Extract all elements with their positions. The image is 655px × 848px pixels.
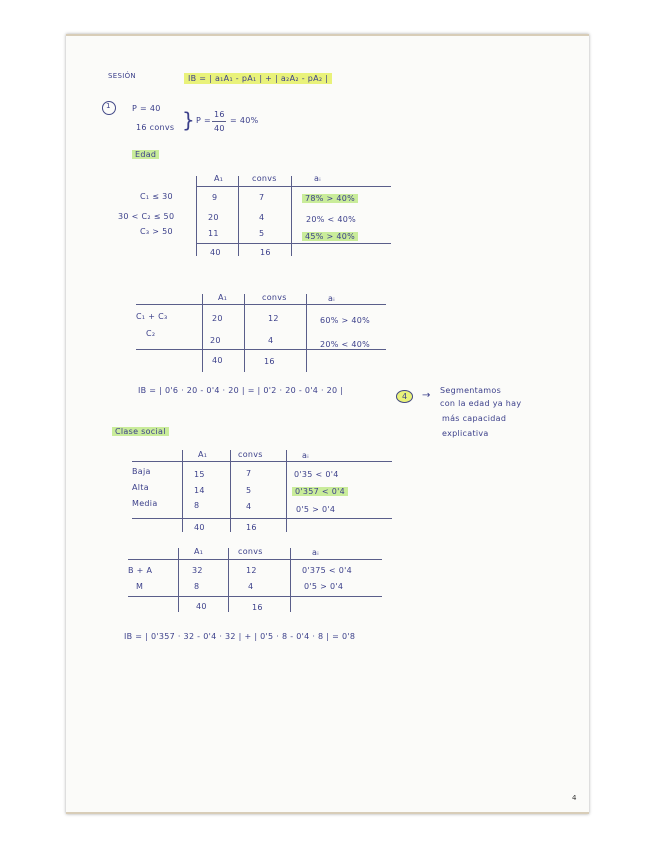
p-frac-prefix: P = bbox=[196, 116, 211, 125]
p-frac-den: 40 bbox=[214, 124, 225, 133]
cell: 12 bbox=[268, 314, 279, 323]
row-label: C₁ + C₃ bbox=[136, 312, 168, 321]
row-label: 30 < C₂ ≤ 50 bbox=[118, 212, 175, 221]
table-rule bbox=[128, 559, 382, 560]
fraction-bar bbox=[212, 121, 226, 122]
row-label: Baja bbox=[132, 467, 151, 476]
table-rule bbox=[230, 450, 231, 532]
row-label: C₁ ≤ 30 bbox=[140, 192, 173, 201]
total-cell: 40 bbox=[210, 248, 221, 257]
table-rule bbox=[286, 450, 287, 532]
total-cell: 16 bbox=[246, 523, 257, 532]
cell: 8 bbox=[194, 501, 200, 510]
cell: 20 bbox=[212, 314, 223, 323]
row-label: Media bbox=[132, 499, 158, 508]
corner-note: SESIÓN bbox=[108, 72, 136, 80]
cell: 4 bbox=[268, 336, 274, 345]
row-label: B + A bbox=[128, 566, 153, 575]
table-rule bbox=[290, 548, 291, 612]
cell: 12 bbox=[246, 566, 257, 575]
total-cell: 16 bbox=[260, 248, 271, 257]
row-label: M bbox=[136, 582, 144, 591]
edad-label: Edad bbox=[132, 150, 159, 159]
cell: 0'35 < 0'4 bbox=[294, 470, 339, 479]
edad-ib-line: IB = | 0'6 · 20 - 0'4 · 20 | = | 0'2 · 20 - 0'4 · 20 | bbox=[138, 386, 344, 395]
cell: 9 bbox=[212, 193, 218, 202]
column-header: A₁ bbox=[214, 174, 224, 183]
cell: 4 bbox=[248, 582, 254, 591]
note-line: más capacidad bbox=[442, 414, 507, 423]
cell: 20 bbox=[210, 336, 221, 345]
cell: 11 bbox=[208, 229, 219, 238]
column-header: aᵢ bbox=[314, 174, 321, 183]
column-header: convs bbox=[238, 547, 263, 556]
table-rule bbox=[291, 176, 292, 256]
ib-formula: IB = | a₁A₁ - pA₁ | + | a₂A₂ - pA₂ | bbox=[184, 73, 332, 84]
table-rule bbox=[182, 450, 183, 532]
cell: 7 bbox=[259, 193, 265, 202]
cell: 0'375 < 0'4 bbox=[302, 566, 353, 575]
cell: 8 bbox=[194, 582, 200, 591]
total-cell: 40 bbox=[196, 602, 207, 611]
note-line: explicativa bbox=[442, 429, 489, 438]
cell: 4 bbox=[246, 502, 252, 511]
cell: 0'357 < 0'4 bbox=[292, 487, 348, 496]
table-rule bbox=[196, 243, 391, 244]
total-cell: 40 bbox=[212, 356, 223, 365]
note-line: con la edad ya hay bbox=[440, 399, 522, 408]
cell: 0'5 > 0'4 bbox=[296, 505, 336, 514]
column-header: A₁ bbox=[194, 547, 204, 556]
column-header: A₁ bbox=[198, 450, 208, 459]
page-number: 4 bbox=[572, 794, 577, 802]
column-header: convs bbox=[252, 174, 277, 183]
clase-label: Clase social bbox=[112, 427, 169, 436]
cell: 5 bbox=[246, 486, 252, 495]
ib-result-value: 4 bbox=[396, 390, 413, 403]
column-header: convs bbox=[238, 450, 263, 459]
p-frac-result: = 40% bbox=[230, 116, 259, 125]
table-rule bbox=[196, 186, 391, 187]
cell: 32 bbox=[192, 566, 203, 575]
notebook-page bbox=[66, 34, 589, 814]
cell: 15 bbox=[194, 470, 205, 479]
table-rule bbox=[128, 596, 382, 597]
clase-ib-line: IB = | 0'357 · 32 - 0'4 · 32 | + | 0'5 · 8 - 0'4 · 8 | = 0'8 bbox=[124, 632, 356, 641]
convs-line: 16 convs bbox=[136, 123, 175, 132]
column-header: aᵢ bbox=[302, 451, 309, 460]
cell: 0'5 > 0'4 bbox=[304, 582, 344, 591]
section-number: 1 bbox=[106, 102, 111, 110]
cell: 14 bbox=[194, 486, 205, 495]
column-header: aᵢ bbox=[312, 548, 319, 557]
table-rule bbox=[196, 176, 197, 256]
cell: 4 bbox=[259, 213, 265, 222]
cell: 20 bbox=[208, 213, 219, 222]
row-label: C₂ bbox=[146, 329, 156, 338]
p-frac-num: 16 bbox=[214, 110, 225, 119]
cell: 60% > 40% bbox=[320, 316, 371, 325]
table-rule bbox=[136, 304, 386, 305]
cell: 78% > 40% bbox=[302, 194, 358, 203]
total-cell: 16 bbox=[252, 603, 263, 612]
arrow-right-icon: → bbox=[422, 390, 431, 401]
ib-result bbox=[396, 392, 413, 401]
cell: 20% < 40% bbox=[320, 340, 371, 349]
row-label: Alta bbox=[132, 483, 149, 492]
table-rule bbox=[202, 294, 203, 372]
table-rule bbox=[228, 548, 229, 612]
note-line: Segmentamos bbox=[440, 386, 502, 395]
row-label: C₃ > 50 bbox=[140, 227, 173, 236]
cell: 20% < 40% bbox=[306, 215, 357, 224]
column-header: A₁ bbox=[218, 293, 228, 302]
table-rule bbox=[244, 294, 245, 372]
table-rule bbox=[132, 461, 392, 462]
total-cell: 40 bbox=[194, 523, 205, 532]
table-rule bbox=[132, 518, 392, 519]
cell: 7 bbox=[246, 469, 252, 478]
table-rule bbox=[178, 548, 179, 612]
cell: 45% > 40% bbox=[302, 232, 358, 241]
table-rule bbox=[238, 176, 239, 256]
table-rule bbox=[136, 349, 386, 350]
column-header: aᵢ bbox=[328, 294, 335, 303]
total-cell: 16 bbox=[264, 357, 275, 366]
cell: 5 bbox=[259, 229, 265, 238]
table-rule bbox=[306, 294, 307, 372]
p-line: P = 40 bbox=[132, 104, 161, 113]
brace-icon: } bbox=[182, 108, 195, 132]
column-header: convs bbox=[262, 293, 287, 302]
